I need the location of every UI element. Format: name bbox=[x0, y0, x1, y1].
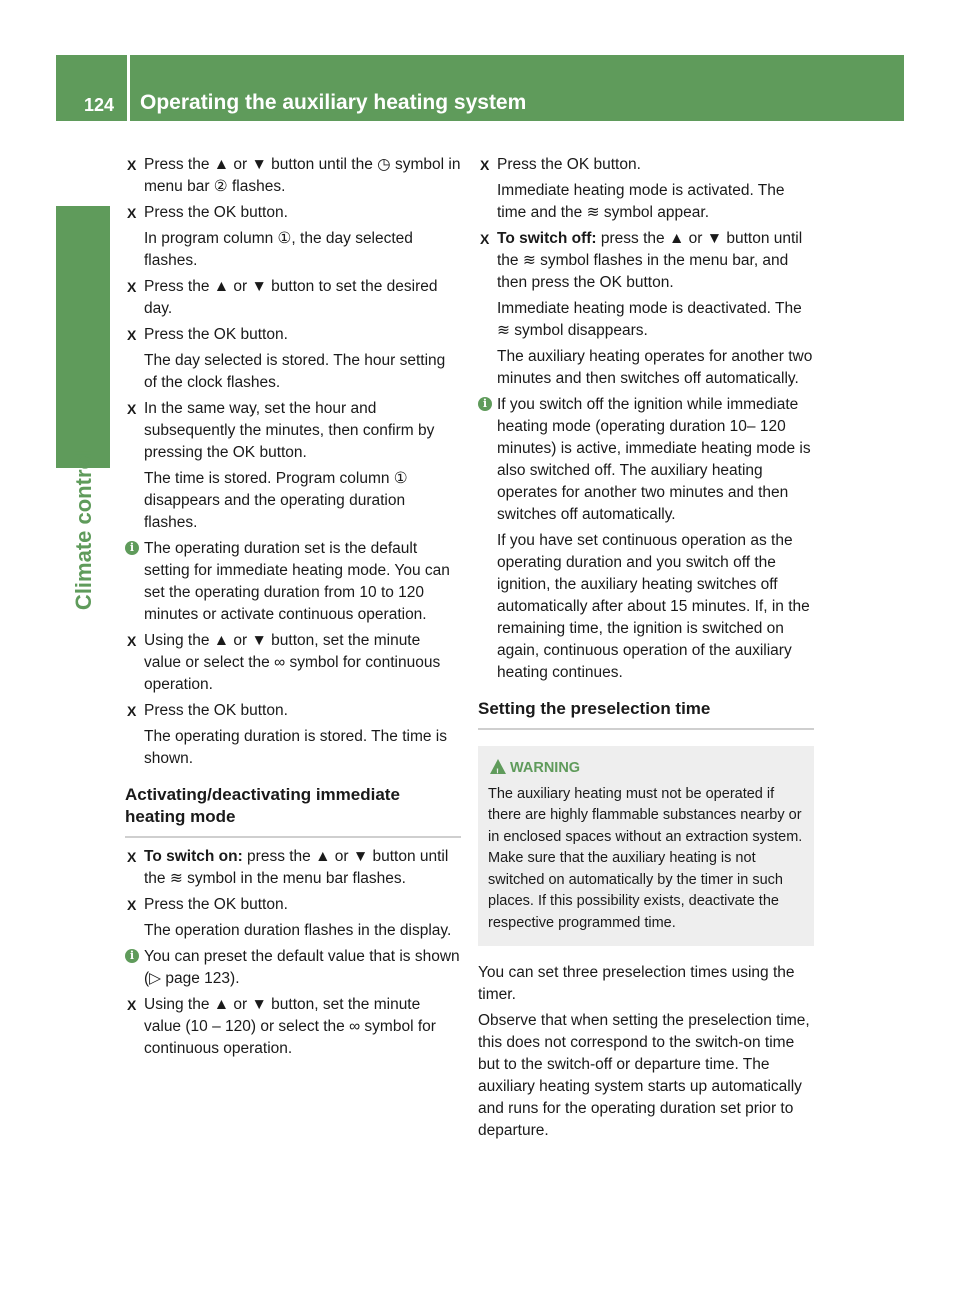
instruction-step bbox=[478, 228, 814, 294]
paragraph: You can set three preselection times using the timer. bbox=[478, 964, 795, 1003]
immediate-heating-instructions bbox=[125, 846, 461, 1060]
step-text: Press the OK button. bbox=[144, 702, 288, 719]
step-text: Using the ▲ or ▼ button, set the minute value (10 – 120) or select the ∞ symbol for continuous operation. bbox=[144, 996, 436, 1057]
result-text bbox=[478, 298, 814, 342]
instruction-step bbox=[125, 398, 461, 464]
warning-title-text: WARNING bbox=[510, 760, 581, 776]
step-marker-icon: X bbox=[480, 157, 490, 173]
warning-box bbox=[478, 746, 814, 946]
info-note bbox=[125, 946, 461, 990]
step-marker-icon: X bbox=[127, 633, 137, 649]
warning-triangle-icon bbox=[490, 759, 506, 774]
step-marker-icon: X bbox=[127, 849, 137, 865]
step-text: You can preset the default value that is shown (▷ page 123). bbox=[144, 948, 460, 987]
header-divider bbox=[127, 55, 130, 121]
instruction-step bbox=[125, 324, 461, 346]
step-marker-icon: X bbox=[127, 327, 137, 343]
step-text: Press the OK button. bbox=[144, 896, 288, 913]
page-title: Operating the auxiliary heating system bbox=[140, 91, 527, 114]
section-heading-immediate-heating: Activating/deactivating immediate heating mode bbox=[125, 784, 461, 838]
instruction-step bbox=[125, 700, 461, 722]
step-text: Press the ▲ or ▼ button until the ◷ symbol in menu bar ② flashes. bbox=[144, 156, 461, 195]
step-text: The auxiliary heating operates for another two minutes and then switches off automatically. bbox=[497, 348, 813, 387]
paragraph: Observe that when setting the preselection time, this does not correspond to the switch-on time but to the switch-off or departure time. The auxiliary heating system starts up automatically and runs for the operating duration set prior to departure. bbox=[478, 1012, 810, 1139]
step-text: The time is stored. Program column ① disappears and the operating duration flashes. bbox=[144, 470, 408, 531]
instruction-step bbox=[125, 154, 461, 198]
right-column bbox=[478, 154, 814, 1146]
result-text bbox=[125, 468, 461, 534]
step-text: Immediate heating mode is deactivated. The ≋ symbol disappears. bbox=[497, 300, 802, 339]
step-text: Press the ▲ or ▼ button to set the desired day. bbox=[144, 278, 438, 317]
section-heading-preselection: Setting the preselection time bbox=[478, 698, 814, 730]
step-text: press the ▲ or ▼ button until the ≋ symbol in the menu bar flashes. bbox=[144, 848, 449, 887]
page-number: 124 bbox=[84, 95, 115, 115]
result-text bbox=[125, 228, 461, 272]
instruction-step bbox=[125, 202, 461, 224]
result-text bbox=[125, 920, 461, 942]
warning-title bbox=[488, 758, 804, 780]
step-text: In the same way, set the hour and subsequently the minutes, then confirm by pressing the OK button. bbox=[144, 400, 435, 461]
step-lead: To switch off: bbox=[497, 230, 597, 247]
step-lead: To switch on: bbox=[144, 848, 243, 865]
instruction-step bbox=[125, 630, 461, 696]
step-text: In program column ①, the day selected flashes. bbox=[144, 230, 413, 269]
warning-text: The auxiliary heating must not be operated if there are highly flammable substances nearby or in enclosed spaces without an extraction system. Make sure that the auxiliary heating is not switched on automatically by the timer in such places. If this possibility exists, deactivate the respective programmed time. bbox=[488, 785, 803, 931]
step-text: Press the OK button. bbox=[144, 204, 288, 221]
info-icon: i bbox=[125, 949, 139, 963]
instruction-step bbox=[125, 276, 461, 320]
chapter-tab bbox=[56, 206, 110, 468]
left-instructions bbox=[125, 154, 461, 770]
step-text: Immediate heating mode is activated. The time and the ≋ symbol appear. bbox=[497, 182, 785, 221]
step-text: The day selected is stored. The hour setting of the clock flashes. bbox=[144, 352, 446, 391]
step-text: Press the OK button. bbox=[144, 326, 288, 343]
info-note bbox=[125, 538, 461, 626]
step-marker-icon: X bbox=[127, 703, 137, 719]
step-text: Using the ▲ or ▼ button, set the minute value or select the ∞ symbol for continuous operation. bbox=[144, 632, 441, 693]
instruction-step bbox=[125, 994, 461, 1060]
info-icon: i bbox=[478, 397, 492, 411]
step-text: If you have set continuous operation as the operating duration and you switch off the ignition, the auxiliary heating switches off automatically after about 15 minutes. If, in the remaining time, the ignition is switched on again, continuous operation of the auxiliary heating continues. bbox=[497, 532, 810, 681]
step-marker-icon: X bbox=[127, 897, 137, 913]
step-text: The operation duration flashes in the display. bbox=[144, 922, 452, 939]
step-text: The operating duration set is the default setting for immediate heating mode. You can set the operating duration from 10 to 120 minutes or activate continuous operation. bbox=[144, 540, 450, 623]
chapter-label: Climate control bbox=[71, 449, 96, 611]
instruction-step bbox=[125, 894, 461, 916]
step-marker-icon: X bbox=[127, 157, 137, 173]
step-marker-icon: X bbox=[127, 997, 137, 1013]
right-instructions bbox=[478, 154, 814, 684]
result-text bbox=[478, 530, 814, 684]
instruction-step bbox=[125, 846, 461, 890]
step-marker-icon: X bbox=[127, 205, 137, 221]
result-text bbox=[125, 350, 461, 394]
left-column bbox=[125, 154, 461, 1064]
result-text bbox=[478, 346, 814, 390]
info-note bbox=[478, 394, 814, 526]
info-icon: i bbox=[125, 541, 139, 555]
result-text bbox=[478, 180, 814, 224]
step-marker-icon: X bbox=[127, 401, 137, 417]
result-text bbox=[125, 726, 461, 770]
step-marker-icon: X bbox=[127, 279, 137, 295]
instruction-step bbox=[478, 154, 814, 176]
step-marker-icon: X bbox=[480, 231, 490, 247]
step-text: press the ▲ or ▼ button until the ≋ symbol flashes in the menu bar, and then press the OK button. bbox=[497, 230, 803, 291]
step-text: The operating duration is stored. The time is shown. bbox=[144, 728, 447, 767]
step-text: Press the OK button. bbox=[497, 156, 641, 173]
step-text: If you switch off the ignition while immediate heating mode (operating duration 10– 120 minutes) is active, immediate heating mode is also switched off. The auxiliary heating operates for another two minutes and then switches off automatically. bbox=[497, 396, 811, 523]
